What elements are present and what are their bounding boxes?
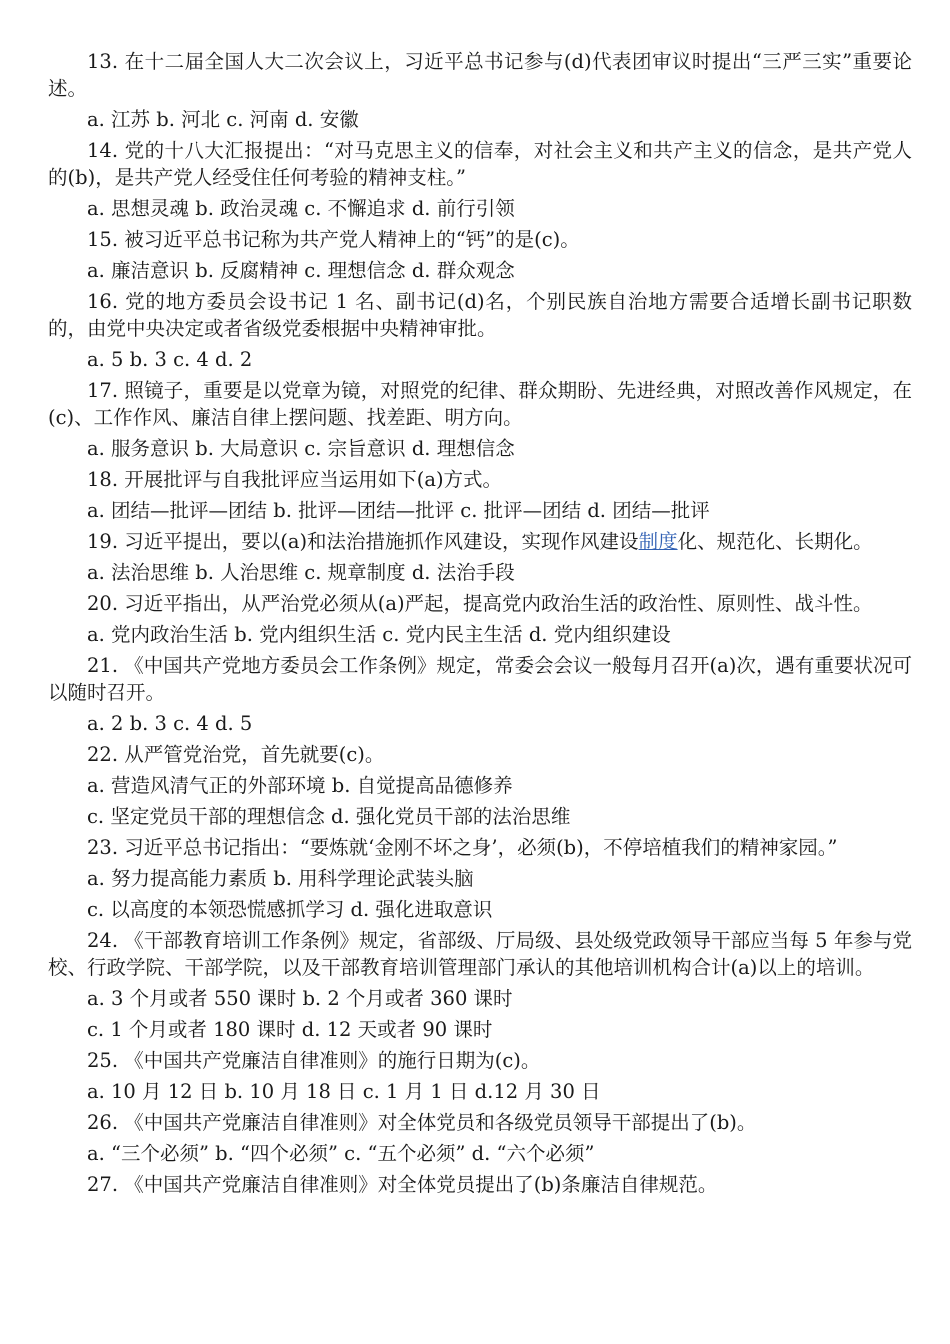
question-18: 18. 开展批评与自我批评应当运用如下(a)方式。 <box>87 468 503 491</box>
options-13: a. 江苏 b. 河北 c. 河南 d. 安徽 <box>87 108 359 131</box>
question-16: 16. 党的地方委员会设书记 1 名、副书记(d)名，个别民族自治地方需要合适增长副书记职数的，由党中央决定或者省级党委根据中央精神审批。 <box>48 290 912 340</box>
question-15: 15. 被习近平总书记称为共产党人精神上的“钙”的是(c)。 <box>87 228 580 251</box>
options-20: a. 党内政治生活 b. 党内组织生活 c. 党内民主生活 d. 党内组织建设 <box>87 623 671 646</box>
options-19: a. 法治思维 b. 人治思维 c. 规章制度 d. 法治手段 <box>87 561 515 584</box>
question-21: 21. 《中国共产党地方委员会工作条例》规定，常委会会议一般每月召开(a)次，遇有重要状况可以随时召开。 <box>48 654 912 704</box>
question-22: 22. 从严管党治党，首先就要(c)。 <box>87 743 385 766</box>
question-14: 14. 党的十八大汇报提出：“对马克思主义的信奉，对社会主义和共产主义的信念，是共产党人的(b)，是共产党人经受住任何考验的精神支柱。” <box>48 139 912 189</box>
document-page <box>48 48 912 1202</box>
options-18: a. 团结—批评—团结 b. 批评—团结—批评 c. 批评—团结 d. 团结—批评 <box>87 499 710 522</box>
question-20: 20. 习近平指出，从严治党必须从(a)严起，提高党内政治生活的政治性、原则性、战斗性。 <box>87 592 873 615</box>
question-19 <box>48 528 912 555</box>
question-13: 13. 在十二届全国人大二次会议上，习近平总书记参与(d)代表团审议时提出“三严三实”重要论述。 <box>48 50 912 100</box>
options-24-line-2: c. 1 个月或者 180 课时 d. 12 天或者 90 课时 <box>87 1018 493 1041</box>
options-14: a. 思想灵魂 b. 政治灵魂 c. 不懈追求 d. 前行引领 <box>87 197 515 220</box>
options-17: a. 服务意识 b. 大局意识 c. 宗旨意识 d. 理想信念 <box>87 437 515 460</box>
question-24: 24. 《干部教育培训工作条例》规定，省部级、厅局级、县处级党政领导干部应当每 5 年参与党校、行政学院、干部学院，以及干部教育培训管理部门承认的其他培训机构合计(a)以上的培训。 <box>48 929 912 979</box>
question-26: 26. 《中国共产党廉洁自律准则》对全体党员和各级党员领导干部提出了(b)。 <box>87 1111 757 1134</box>
question-25: 25. 《中国共产党廉洁自律准则》的施行日期为(c)。 <box>87 1049 541 1072</box>
options-25: a. 10 月 12 日 b. 10 月 18 日 c. 1 月 1 日 d.12 月 30 日 <box>87 1080 601 1103</box>
question-17: 17. 照镜子，重要是以党章为镜，对照党的纪律、群众期盼、先进经典，对照改善作风规定，在(c)、工作作风、廉洁自律上摆问题、找差距、明方向。 <box>48 379 912 429</box>
options-16: a. 5 b. 3 c. 4 d. 2 <box>87 348 253 371</box>
options-15: a. 廉洁意识 b. 反腐精神 c. 理想信念 d. 群众观念 <box>87 259 515 282</box>
zhidu-link[interactable]: 制度 <box>638 530 678 553</box>
options-26: a. “三个必须” b. “四个必须” c. “五个必须” d. “六个必须” <box>87 1142 595 1165</box>
question-19-text-start: 19. 习近平提出，要以(a)和法治措施抓作风建设，实现作风建设 <box>87 530 639 553</box>
options-22-line-1: a. 营造风清气正的外部环境 b. 自觉提高品德修养 <box>87 774 513 797</box>
question-19-text-end: 化、规范化、长期化。 <box>677 530 873 553</box>
options-23-line-2: c. 以高度的本领恐慌感抓学习 d. 强化进取意识 <box>87 898 493 921</box>
question-27: 27. 《中国共产党廉洁自律准则》对全体党员提出了(b)条廉洁自律规范。 <box>87 1173 718 1196</box>
question-23: 23. 习近平总书记指出：“要炼就‘金刚不坏之身’，必须(b)，不停培植我们的精神家园。” <box>87 836 838 859</box>
options-21: a. 2 b. 3 c. 4 d. 5 <box>87 712 253 735</box>
options-24-line-1: a. 3 个月或者 550 课时 b. 2 个月或者 360 课时 <box>87 987 513 1010</box>
options-23-line-1: a. 努力提高能力素质 b. 用科学理论武装头脑 <box>87 867 474 890</box>
options-22-line-2: c. 坚定党员干部的理想信念 d. 强化党员干部的法治思维 <box>87 805 571 828</box>
